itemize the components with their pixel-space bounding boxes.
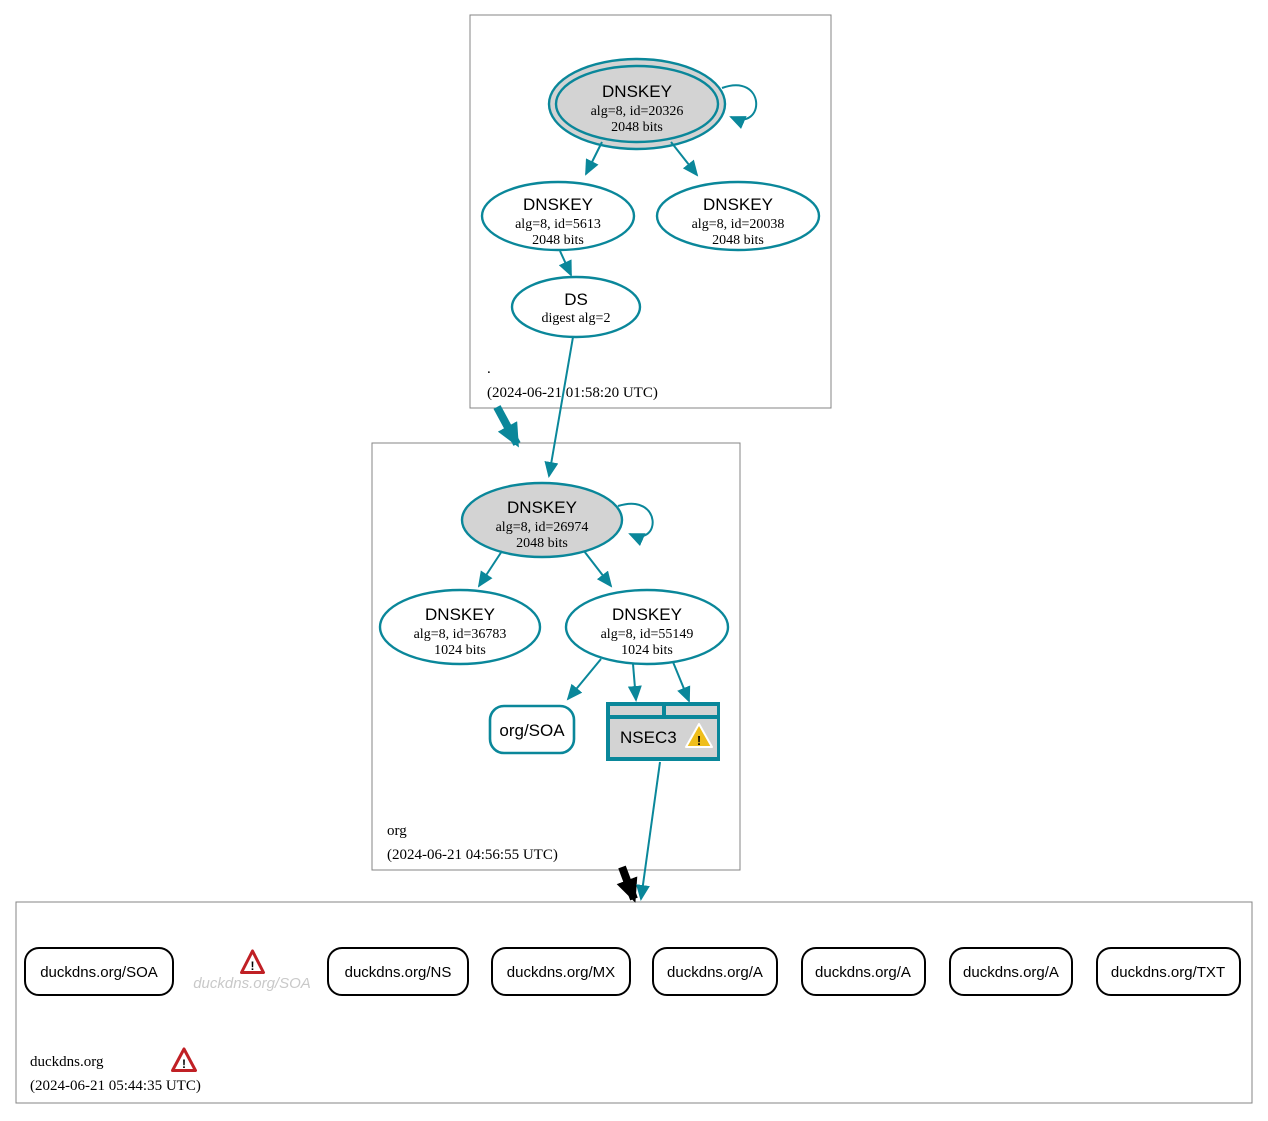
zone-name-duckdns: duckdns.org	[30, 1054, 104, 1070]
ghost-rrset-label: duckdns.org/SOA	[193, 975, 311, 992]
node-attr-bits: 2048 bits	[516, 536, 568, 551]
node-title: DNSKEY	[612, 605, 682, 624]
node-attr-alg-id: alg=8, id=26974	[495, 520, 589, 535]
node-rrset-duckdns-soa-warning[interactable]	[193, 951, 311, 992]
node-dnskey-26974[interactable]	[462, 483, 653, 557]
svg-text:!: !	[182, 1057, 186, 1071]
node-attr-bits: 1024 bits	[621, 643, 673, 658]
edge-20326-to-5613	[586, 142, 602, 174]
node-rrset-duckdns-a-2[interactable]	[802, 948, 925, 995]
zone-box-duckdns	[16, 902, 1252, 1103]
zone-timestamp-root: (2024-06-21 01:58:20 UTC)	[487, 385, 658, 401]
error-icon	[173, 1049, 196, 1071]
node-dnskey-55149[interactable]	[566, 590, 728, 664]
node-attr-bits: 2048 bits	[532, 233, 584, 248]
svg-text:!: !	[250, 959, 255, 973]
rrset-label: duckdns.org/NS	[344, 964, 452, 981]
svg-text:!: !	[696, 733, 702, 748]
node-org-soa[interactable]	[490, 706, 574, 753]
node-rrset-duckdns-a-3[interactable]	[950, 948, 1072, 995]
node-title: DNSKEY	[703, 195, 773, 214]
edge-26974-to-55149	[584, 551, 611, 586]
node-title: DNSKEY	[523, 195, 593, 214]
edge-26974-to-36783	[479, 551, 502, 586]
error-icon	[242, 951, 264, 973]
zone-timestamp-org: (2024-06-21 04:56:55 UTC)	[387, 847, 558, 863]
node-rrset-duckdns-ns[interactable]	[328, 948, 468, 995]
node-dnskey-20326[interactable]	[549, 59, 756, 149]
node-title: DNSKEY	[602, 82, 672, 101]
edge-55149-to-nsec3-a	[633, 664, 636, 700]
node-attr-alg-id: alg=8, id=5613	[515, 217, 601, 232]
node-rrset-duckdns-soa[interactable]	[25, 948, 173, 995]
edge-55149-to-nsec3-b	[673, 662, 689, 701]
nsec3-cell-1	[610, 706, 662, 715]
node-attr-bits: 2048 bits	[611, 120, 663, 135]
node-rrset-duckdns-a-1[interactable]	[653, 948, 777, 995]
node-attr-alg-id: alg=8, id=36783	[413, 627, 507, 642]
rrset-label: duckdns.org/MX	[506, 964, 616, 981]
node-title: DNSKEY	[507, 498, 577, 517]
node-attr-alg-id: alg=8, id=20038	[691, 217, 785, 232]
zone-name-org: org	[387, 823, 407, 839]
rrset-label: org/SOA	[499, 721, 565, 740]
self-sign-loop-20326	[722, 85, 756, 119]
secure-delegation-arrow-root-to-org	[497, 407, 517, 444]
rrset-label: duckdns.org/A	[815, 964, 911, 981]
node-ds-root[interactable]	[512, 277, 640, 337]
nsec3-label: NSEC3	[620, 728, 677, 747]
edge-nsec3-to-duckdns	[641, 762, 660, 899]
delegation-arrow-org-to-duckdns	[622, 867, 634, 899]
node-dnskey-20038[interactable]	[657, 182, 819, 250]
node-attr-bits: 2048 bits	[712, 233, 764, 248]
node-nsec3[interactable]	[606, 702, 720, 761]
edge-ds-to-26974	[549, 337, 573, 476]
node-attr-alg-id: alg=8, id=55149	[600, 627, 694, 642]
node-dnskey-36783[interactable]	[380, 590, 540, 664]
node-attr-alg-id: alg=8, id=20326	[590, 104, 684, 119]
node-rrset-duckdns-txt[interactable]	[1097, 948, 1240, 995]
edge-20326-to-20038	[671, 142, 697, 175]
rrset-label: duckdns.org/A	[667, 964, 763, 981]
edge-5613-to-ds	[560, 251, 571, 275]
nsec3-cell-2	[666, 706, 717, 715]
rrset-label: duckdns.org/TXT	[1110, 964, 1226, 981]
self-sign-loop-26974	[618, 504, 653, 537]
zone-timestamp-duckdns: (2024-06-21 05:44:35 UTC)	[30, 1078, 201, 1094]
node-rrset-duckdns-mx[interactable]	[492, 948, 630, 995]
zone-name-root: .	[487, 361, 491, 377]
node-attr-bits: 1024 bits	[434, 643, 486, 658]
node-title: DS	[564, 290, 588, 309]
rrset-label: duckdns.org/A	[963, 964, 1059, 981]
node-attr-digest: digest alg=2	[541, 311, 611, 326]
rrset-label: duckdns.org/SOA	[40, 964, 158, 981]
node-title: DNSKEY	[425, 605, 495, 624]
node-dnskey-5613[interactable]	[482, 182, 634, 250]
edge-55149-to-orgsoa	[568, 659, 601, 699]
